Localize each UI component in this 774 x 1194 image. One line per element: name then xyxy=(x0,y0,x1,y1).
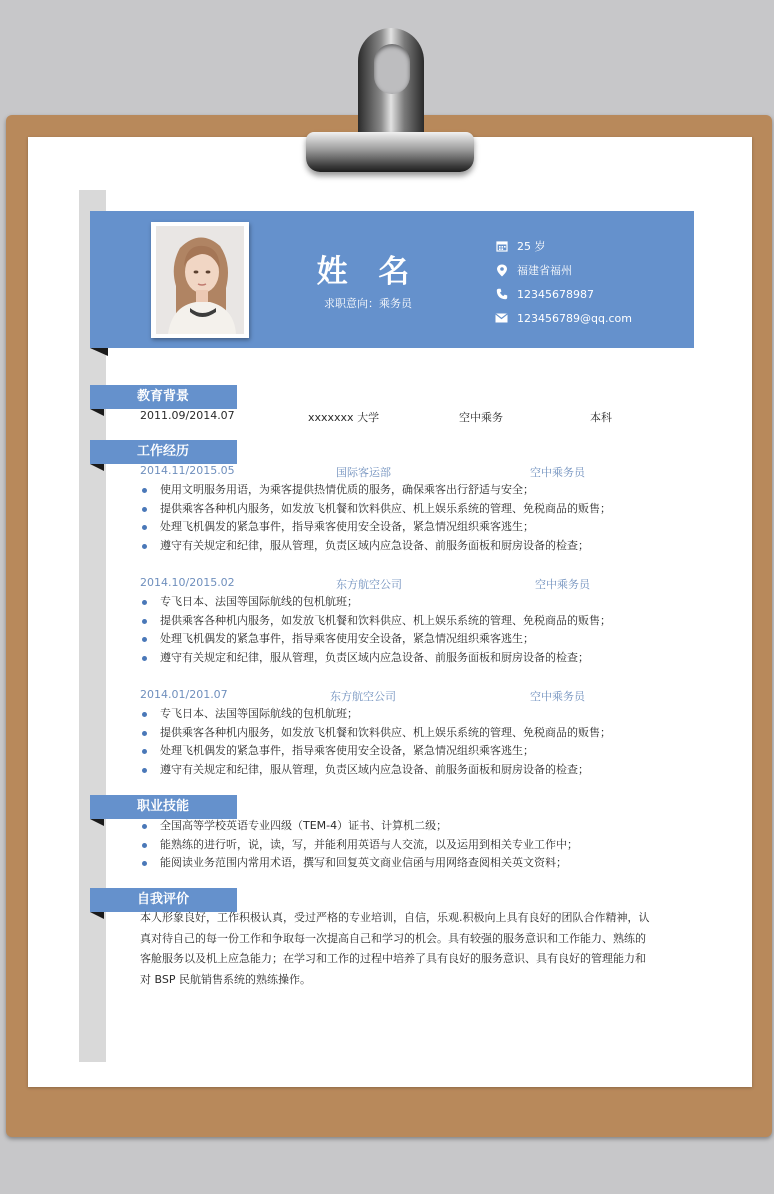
contact-phone xyxy=(494,285,594,303)
contact-text: 123456789@qq.com xyxy=(517,311,632,325)
section-fold xyxy=(90,409,104,416)
contact-location xyxy=(494,261,572,279)
location-pin-icon xyxy=(494,263,509,278)
list-item: 遵守有关规定和纪律，服从管理，负责区域内应急设备、前服务面板和厨房设备的检查； xyxy=(140,761,611,780)
education-major: 空中乘务 xyxy=(459,411,503,424)
phone-icon xyxy=(494,287,509,302)
education-degree: 本科 xyxy=(590,411,612,424)
section-evaluation-title: 自我评价 xyxy=(90,888,237,912)
job-period: 2014.01/201.07 xyxy=(140,688,228,701)
list-item: 提供乘客各种机内服务，如发放飞机餐和饮料供应、机上娱乐系统的管理、免税商品的贩售； xyxy=(140,724,611,743)
education-school: xxxxxxx 大学 xyxy=(308,411,380,424)
list-item: 遵守有关规定和纪律，服从管理，负责区域内应急设备、前服务面板和厨房设备的检查； xyxy=(140,649,611,668)
job-intent: 求职意向：乘务员 xyxy=(324,297,412,310)
job-company: 国际客运部 xyxy=(336,466,391,479)
section-skills-title: 职业技能 xyxy=(90,795,237,819)
section-education-title: 教育背景 xyxy=(90,385,237,409)
job-duties-list xyxy=(140,593,611,667)
binder-clip-base xyxy=(306,132,474,172)
candidate-name: 姓 名 xyxy=(316,254,420,290)
job-period: 2014.11/2015.05 xyxy=(140,464,235,477)
list-item: 专飞日本、法国等国际航线的包机航班； xyxy=(140,593,611,612)
email-icon xyxy=(494,311,509,326)
list-item: 能阅读业务范围内常用术语，撰写和回复英文商业信函与用网络查阅相关英文资料； xyxy=(140,854,578,873)
section-fold xyxy=(90,819,104,826)
contact-text: 12345678987 xyxy=(517,287,594,301)
list-item: 处理飞机偶发的紧急事件，指导乘客使用安全设备，紧急情况组织乘客逃生； xyxy=(140,742,611,761)
evaluation-line: 本人形象良好，工作积极认真，受过严格的专业培训，自信，乐观.积极向上具有良好的团队合作精神，认 xyxy=(140,911,650,924)
list-item: 遵守有关规定和纪律，服从管理，负责区域内应急设备、前服务面板和厨房设备的检查； xyxy=(140,537,611,556)
skills-list xyxy=(140,817,578,873)
list-item: 处理飞机偶发的紧急事件，指导乘客使用安全设备，紧急情况组织乘客逃生； xyxy=(140,518,611,537)
contact-text: 25 岁 xyxy=(517,240,546,253)
list-item: 处理飞机偶发的紧急事件，指导乘客使用安全设备，紧急情况组织乘客逃生； xyxy=(140,630,611,649)
job-role: 空中乘务员 xyxy=(530,690,585,703)
calendar-icon xyxy=(494,239,509,254)
contact-email xyxy=(494,309,632,327)
job-role: 空中乘务员 xyxy=(535,578,590,591)
section-fold xyxy=(90,464,104,471)
contact-text: 福建省福州 xyxy=(517,264,572,277)
section-work-title: 工作经历 xyxy=(90,440,237,464)
self-evaluation-text xyxy=(140,908,670,990)
header-fold xyxy=(90,348,108,356)
list-item: 专飞日本、法国等国际航线的包机航班； xyxy=(140,705,611,724)
job-duties-list xyxy=(140,481,611,555)
profile-photo xyxy=(156,226,244,334)
section-fold xyxy=(90,912,104,919)
evaluation-line: 对 BSP 民航销售系统的熟练操作。 xyxy=(140,972,311,986)
evaluation-line: 真对待自己的每一份工作和争取每一次提高自己和学习的机会。具有较强的服务意识和工作能力、熟练的 xyxy=(140,931,646,945)
job-company: 东方航空公司 xyxy=(330,690,396,703)
list-item: 提供乘客各种机内服务，如发放飞机餐和饮料供应、机上娱乐系统的管理、免税商品的贩售； xyxy=(140,500,611,519)
list-item: 提供乘客各种机内服务，如发放飞机餐和饮料供应、机上娱乐系统的管理、免税商品的贩售； xyxy=(140,612,611,631)
job-role: 空中乘务员 xyxy=(530,466,585,479)
job-period: 2014.10/2015.02 xyxy=(140,576,235,589)
list-item: 全国高等学校英语专业四级（TEM-4）证书、计算机二级； xyxy=(140,817,578,836)
education-period: 2011.09/2014.07 xyxy=(140,409,235,422)
list-item: 使用文明服务用语，为乘客提供热情优质的服务，确保乘客出行舒适与安全； xyxy=(140,481,611,500)
list-item: 能熟练的进行听，说，读，写，并能利用英语与人交流，以及运用到相关专业工作中； xyxy=(140,836,578,855)
evaluation-line: 客舱服务以及机上应急能力；在学习和工作的过程中培养了具有良好的服务意识、具有良好的管理能力和 xyxy=(140,952,646,965)
job-duties-list xyxy=(140,705,611,779)
contact-age xyxy=(494,237,546,255)
binder-clip-hole xyxy=(374,44,410,94)
job-company: 东方航空公司 xyxy=(336,578,402,591)
